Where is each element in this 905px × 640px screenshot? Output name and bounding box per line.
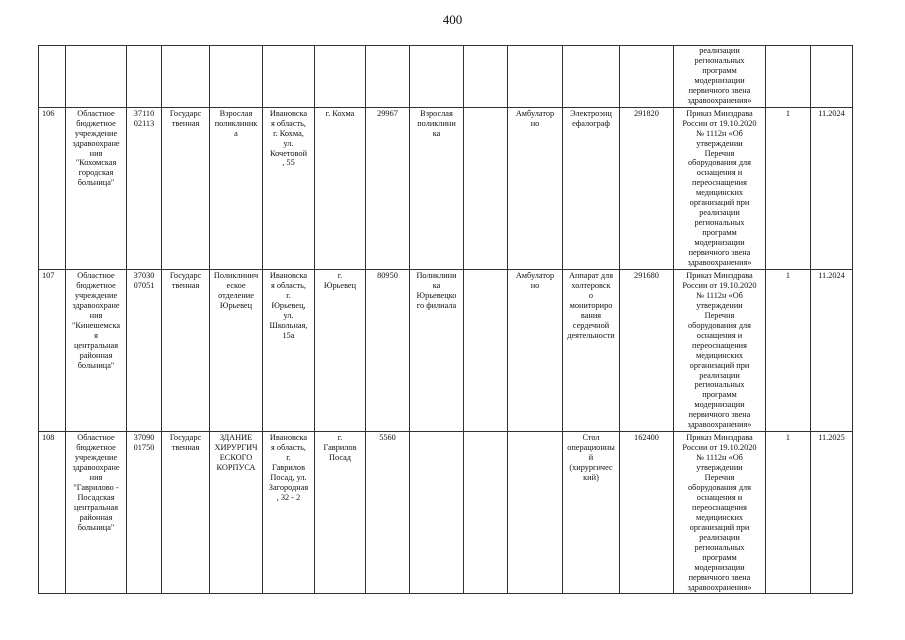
cell-row-number [39,46,66,108]
table-row [39,107,853,269]
cell-quantity: 1 [766,269,811,431]
cell-care-form: Амбулатор но [508,107,563,269]
cell-ownership-type: Государс твенная [162,432,210,594]
cell-care-form [508,46,563,108]
cell-legal-document: Приказ Минздрава России от 19.10.2020 № 1112н «Об утверждении Перечня оборудования для оснащения и переоснащения медицинских организаций при реализации региональных программ модернизации первичного звена здравоохранения» [674,269,766,431]
table-row-continuation [39,46,853,108]
cell-price: 291680 [620,269,674,431]
cell-organization-name: Областное бюджетное учреждение здравоохране ния "Гаврилово - Посадская центральная районная больница" [66,432,127,594]
cell-deadline: 11.2024 [811,107,853,269]
equipment-table [38,45,853,594]
cell-quantity: 1 [766,107,811,269]
cell-settlement: г. Гаврилов Посад [315,432,366,594]
cell-row-number: 107 [39,269,66,431]
cell-settlement: г. Кохма [315,107,366,269]
cell-division-name: Взрослая поликлиник а [210,107,263,269]
cell-price: 291820 [620,107,674,269]
cell-organization-code: 37090 01750 [127,432,162,594]
cell-quantity: 1 [766,432,811,594]
cell-settlement: г. Юрьевец [315,269,366,431]
cell-unit-name [410,46,464,108]
cell-legal-document: Приказ Минздрава России от 19.10.2020 № 1112н «Об утверждении Перечня оборудования для оснащения и переоснащения медицинских организаций при реализации региональных программ модернизации первичного звена здравоохранения» [674,432,766,594]
cell-address: Ивановска я область, г. Гаврилов Посад, ул. Загородная , 32 - 2 [263,432,315,594]
cell-equipment-name: Электроэнц ефалограф [563,107,620,269]
cell-population [366,46,410,108]
cell-price [620,46,674,108]
cell-deadline: 11.2024 [811,269,853,431]
cell-row-number: 108 [39,432,66,594]
cell-deadline: 11.2025 [811,432,853,594]
cell-organization-name: Областное бюджетное учреждение здравоохране ния "Кохомская городская больница" [66,107,127,269]
cell-care-form: Амбулатор но [508,269,563,431]
cell-empty-cell [464,46,508,108]
cell-care-form [508,432,563,594]
cell-legal-document: реализации региональных программ модернизации первичного звена здравоохранения» [674,46,766,108]
cell-deadline [811,46,853,108]
table-row [39,269,853,431]
cell-settlement [315,46,366,108]
cell-division-name [210,46,263,108]
cell-division-name: ЗДАНИЕ ХИРУРГИЧ ЕСКОГО КОРПУСА [210,432,263,594]
cell-address: Ивановска я область, г. Кохма, ул. Кочетовой , 55 [263,107,315,269]
cell-empty-cell [464,269,508,431]
cell-population: 5560 [366,432,410,594]
cell-row-number: 106 [39,107,66,269]
cell-quantity [766,46,811,108]
page-number: 400 [442,12,463,27]
cell-unit-name: Поликлини ка Юрьевецко го филиала [410,269,464,431]
cell-unit-name: Взрослая поликлини ка [410,107,464,269]
cell-address: Ивановска я область, г. Юрьевец, ул. Школьная, 15а [263,269,315,431]
cell-equipment-name: Аппарат для холтеровск о мониториро вания сердечной деятельности [563,269,620,431]
cell-address [263,46,315,108]
table-row [39,432,853,594]
cell-division-name: Поликлинич еское отделение Юрьевец [210,269,263,431]
cell-population: 80950 [366,269,410,431]
cell-organization-code: 37110 02113 [127,107,162,269]
cell-organization-name: Областное бюджетное учреждение здравоохране ния "Кинешемска я центральная районная больница" [66,269,127,431]
cell-price: 162400 [620,432,674,594]
cell-ownership-type: Государс твенная [162,269,210,431]
cell-legal-document: Приказ Минздрава России от 19.10.2020 № 1112н «Об утверждении Перечня оборудования для оснащения и переоснащения медицинских организаций при реализации региональных программ модернизации первичного звена здравоохранения» [674,107,766,269]
cell-organization-name [66,46,127,108]
cell-population: 29967 [366,107,410,269]
cell-equipment-name [563,46,620,108]
cell-organization-code [127,46,162,108]
cell-ownership-type: Государс твенная [162,107,210,269]
cell-empty-cell [464,107,508,269]
cell-ownership-type [162,46,210,108]
cell-empty-cell [464,432,508,594]
cell-organization-code: 37030 07051 [127,269,162,431]
cell-unit-name [410,432,464,594]
cell-equipment-name: Стол операционны й (хирургичес кий) [563,432,620,594]
